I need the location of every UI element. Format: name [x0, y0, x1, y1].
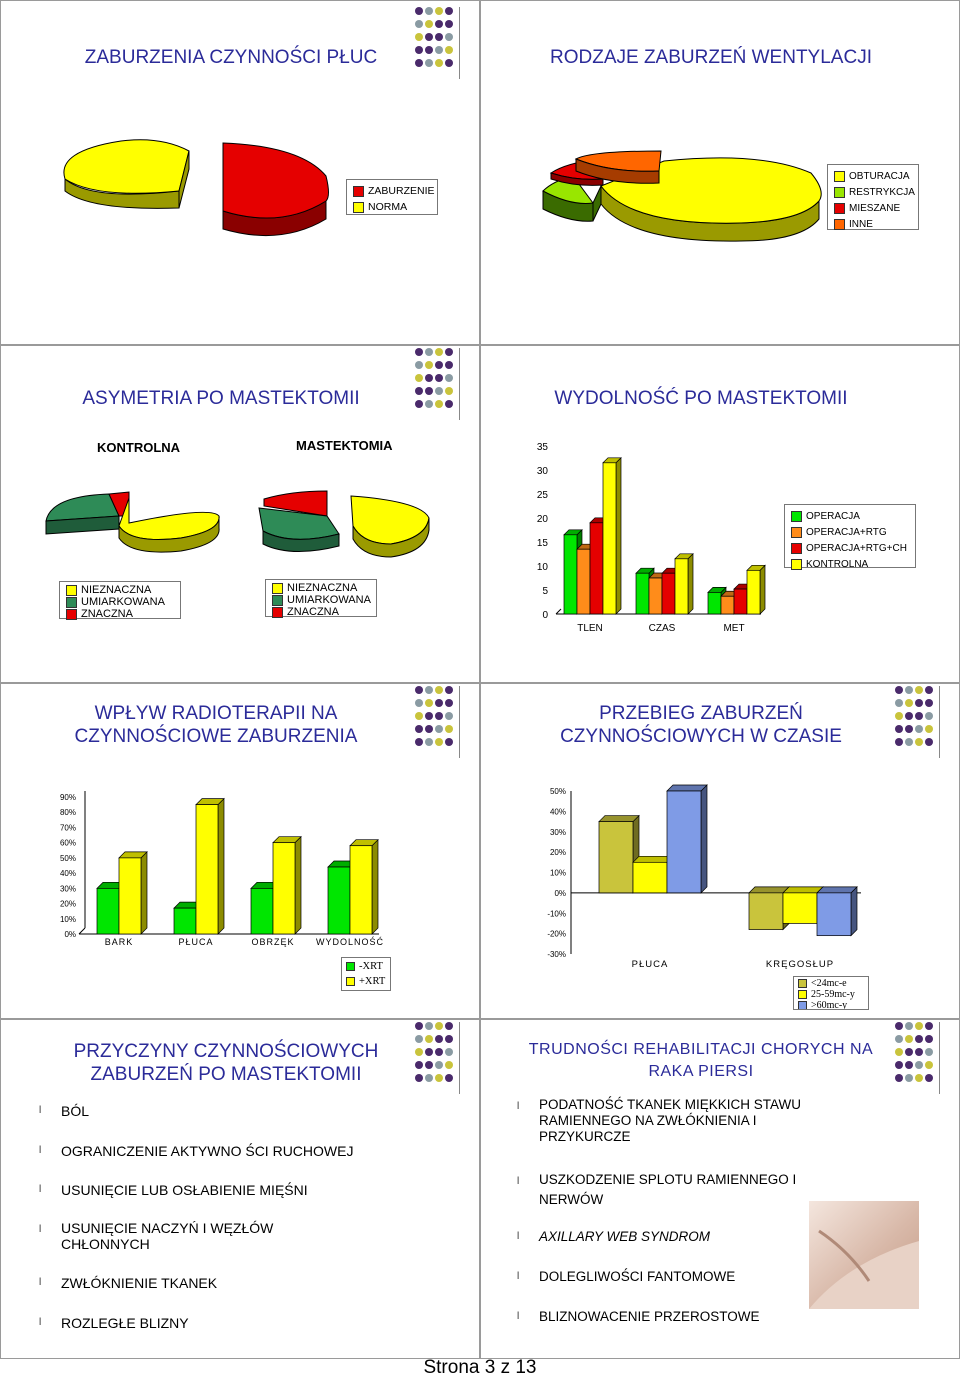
decorative-dots [895, 1022, 935, 1086]
x-tick-label: PŁUCA [631, 959, 669, 970]
decorative-dot [425, 738, 433, 746]
legend-label: NIEZNACZNA [287, 582, 358, 594]
decorative-dot [925, 1035, 933, 1043]
legend-swatch [791, 543, 802, 554]
chart-bar-side [851, 887, 857, 936]
decorative-dot [445, 1035, 453, 1043]
list-item-text: USUNIĘCIE LUB OSŁABIENIE MIĘŚNI [61, 1182, 308, 1198]
divider-line [459, 348, 460, 420]
chart-bar [603, 463, 616, 614]
x-tick-label: OBRZĘK [251, 937, 295, 947]
decorative-dot [905, 1061, 913, 1069]
decorative-dot [445, 20, 453, 28]
decorative-dot [925, 1048, 933, 1056]
decorative-dot [435, 738, 443, 746]
list-item-text: OGRANICZENIE AKTYWNO ŚCI RUCHOWEJ [61, 1143, 354, 1159]
bullet-icon: l [39, 1184, 42, 1195]
slide-2 [480, 0, 960, 345]
chart-bar [590, 523, 603, 614]
chart-bar [817, 893, 851, 936]
decorative-dot [895, 1048, 903, 1056]
list-item-text: PODATNOŚĆ TKANEK MIĘKKICH STAWU RAMIENNEGO NA ZWŁÓKNIENIA I PRZYKURCZE [539, 1097, 802, 1144]
chart-bar [662, 573, 675, 614]
decorative-dot [915, 1035, 923, 1043]
y-tick-label: 40% [549, 807, 566, 817]
bullet-icon: l [517, 1271, 520, 1282]
decorative-dot [925, 1022, 933, 1030]
slide-title: PRZEBIEG ZABURZEŃ CZYNNOŚCIOWYCH W CZASIE [560, 703, 842, 747]
decorative-dot [905, 1035, 913, 1043]
legend-label: <24mc-e [811, 978, 847, 989]
legend-label: OPERACJA [806, 510, 860, 522]
chart-bar-top [599, 816, 639, 822]
divider-line [459, 7, 460, 79]
decorative-dot [435, 699, 443, 707]
y-tick-label: 90% [59, 793, 76, 802]
decorative-dot [435, 686, 443, 694]
decorative-dot [415, 374, 423, 382]
legend-label: ZABURZENIE [368, 185, 435, 197]
decorative-dot [415, 46, 423, 54]
decorative-dot [425, 361, 433, 369]
decorative-dot [415, 1074, 423, 1082]
legend-swatch [798, 990, 807, 999]
decorative-dot [435, 7, 443, 15]
y-tick-label: 50% [59, 853, 76, 863]
y-tick-label: 30% [59, 884, 76, 894]
decorative-dot [415, 1022, 423, 1030]
chart-bar-top [783, 887, 823, 893]
y-tick-label: -30% [547, 950, 566, 959]
decorative-dot [895, 1061, 903, 1069]
legend-label: ZNACZNA [81, 608, 133, 620]
legend-swatch [66, 609, 77, 620]
legend-swatch [834, 219, 845, 230]
slide-3 [0, 345, 480, 683]
bullet-icon: l [517, 1101, 520, 1112]
y-tick-label: 10% [549, 868, 566, 878]
decorative-dots [415, 1022, 455, 1086]
decorative-dot [415, 348, 423, 356]
legend-label: MIESZANE [849, 202, 901, 214]
legend-kontrolna [59, 581, 181, 619]
divider-line [459, 1022, 460, 1094]
slide-title: ASYMETRIA PO MASTEKTOMII [82, 388, 360, 409]
decorative-dot [445, 712, 453, 720]
decorative-dot [415, 738, 423, 746]
bar-chart-timeline [481, 684, 960, 1020]
decorative-dot [425, 1048, 433, 1056]
decorative-dot [445, 59, 453, 67]
axilla-photo [809, 1201, 919, 1309]
decorative-dot [435, 1035, 443, 1043]
decorative-dot [415, 59, 423, 67]
list-item [517, 1229, 779, 1244]
decorative-dot [445, 725, 453, 733]
legend-label: OBTURACJA [849, 170, 910, 182]
decorative-dot [415, 400, 423, 408]
list-item [517, 1309, 839, 1324]
decorative-dot [445, 7, 453, 15]
decorative-dot [415, 7, 423, 15]
decorative-dot [915, 1048, 923, 1056]
bar-chart-radiotherapy [1, 684, 481, 1020]
decorative-dot [445, 374, 453, 382]
decorative-dot [925, 1061, 933, 1069]
legend-swatch [834, 203, 845, 214]
decorative-dot [415, 699, 423, 707]
decorative-dot [435, 46, 443, 54]
chart-bar [251, 888, 273, 934]
decorative-dot [435, 374, 443, 382]
decorative-dot [435, 725, 443, 733]
chart-label-mastektomia: MASTEKTOMIA [296, 438, 393, 453]
y-tick-label: 0 [542, 610, 548, 621]
chart-bar [328, 867, 350, 934]
decorative-dot [415, 725, 423, 733]
slide-4 [480, 345, 960, 683]
list-item [39, 1275, 421, 1291]
legend-swatch [834, 171, 845, 182]
chart-bar [667, 791, 701, 893]
legend-label: OPERACJA+RTG+CH [806, 542, 907, 554]
legend-swatch [66, 597, 77, 608]
list-item-text: ROZLEGŁE BLIZNY [61, 1315, 189, 1331]
decorative-dot [425, 33, 433, 41]
list-item-text: BÓL [61, 1103, 90, 1119]
decorative-dot [425, 59, 433, 67]
list-item-text: DOLEGLIWOŚCI FANTOMOWE [539, 1269, 736, 1284]
decorative-dot [425, 46, 433, 54]
decorative-dot [435, 20, 443, 28]
decorative-dot [445, 400, 453, 408]
pie-charts-asymmetry [1, 346, 481, 684]
y-tick-label: 35 [536, 442, 548, 453]
legend [346, 179, 438, 215]
x-tick-label: BARK [104, 937, 134, 947]
legend [793, 976, 869, 1010]
legend-label: UMIARKOWANA [81, 596, 165, 608]
decorative-dot [445, 1048, 453, 1056]
y-tick-label: 80% [59, 808, 76, 818]
decorative-dot [445, 33, 453, 41]
bullet-icon: l [39, 1105, 42, 1116]
y-tick-label: 40% [59, 869, 76, 879]
decorative-dot [415, 712, 423, 720]
legend-label: 25-59mc-y [811, 989, 855, 1000]
x-tick-label: TLEN [577, 623, 603, 634]
y-tick-label: -20% [547, 929, 566, 939]
decorative-dot [445, 699, 453, 707]
decorative-dot [435, 400, 443, 408]
chart-bar [708, 592, 721, 614]
decorative-dot [415, 686, 423, 694]
decorative-dot [445, 348, 453, 356]
y-tick-label: -10% [547, 909, 566, 919]
chart-bar [196, 805, 218, 934]
decorative-dot [425, 725, 433, 733]
chart-bar-top [749, 887, 789, 893]
legend-mastektomia [265, 579, 377, 617]
legend-label: NIEZNACZNA [81, 584, 152, 596]
decorative-dot [415, 361, 423, 369]
chart-bar [273, 843, 295, 934]
legend [341, 957, 391, 991]
legend-swatch [791, 527, 802, 538]
list-item [39, 1103, 421, 1119]
y-tick-label: 70% [59, 823, 76, 833]
bullet-icon: l [39, 1277, 42, 1288]
legend-swatch [66, 585, 77, 596]
bullet-icon: l [39, 1224, 42, 1235]
list-item [517, 1170, 839, 1210]
decorative-dot [445, 738, 453, 746]
decorative-dots [415, 686, 455, 750]
chart-bar [675, 559, 688, 614]
list-item-text: AXILLARY WEB SYNDROM [539, 1229, 711, 1244]
decorative-dot [435, 387, 443, 395]
list-item-text: ZWŁÓKNIENIE TKANEK [61, 1275, 218, 1291]
bullet-icon: l [517, 1231, 520, 1242]
legend-swatch [353, 202, 364, 213]
decorative-dot [895, 1035, 903, 1043]
slide-title: RODZAJE ZABURZEŃ WENTYLACJI [550, 47, 872, 68]
x-tick-label: WYDOLNOŚĆ [315, 937, 385, 947]
chart-bar-side [616, 458, 621, 614]
chart-bar [633, 862, 667, 893]
legend-swatch [834, 187, 845, 198]
legend-label: +XRT [359, 976, 386, 987]
slide-6 [480, 683, 960, 1019]
page-footer: Strona 3 z 13 [423, 1357, 537, 1378]
decorative-dot [435, 1022, 443, 1030]
decorative-dot [425, 1035, 433, 1043]
y-tick-label: 10% [59, 914, 76, 924]
pie-slice-norma [64, 140, 189, 194]
chart-bar [97, 888, 119, 934]
legend-label: -XRT [359, 961, 383, 972]
pie-slice-zaburzenie [223, 143, 329, 218]
decorative-dot [915, 1074, 923, 1082]
y-tick-label: 60% [59, 838, 76, 848]
chart-bar-side [372, 840, 378, 934]
decorative-dot [425, 348, 433, 356]
decorative-dot [425, 1061, 433, 1069]
decorative-dot [435, 712, 443, 720]
bullet-icon: l [517, 1311, 520, 1322]
list-item [517, 1097, 839, 1145]
decorative-dot [415, 1061, 423, 1069]
chart-bar [749, 893, 783, 930]
decorative-dot [905, 1048, 913, 1056]
floor-line [79, 928, 85, 934]
y-tick-label: 30% [549, 827, 566, 837]
decorative-dot [425, 374, 433, 382]
chart-label-kontrolna: KONTROLNA [97, 440, 181, 455]
legend-swatch [353, 186, 364, 197]
y-tick-label: 0% [554, 888, 566, 898]
x-tick-label: PŁUCA [178, 937, 214, 947]
decorative-dot [895, 1074, 903, 1082]
decorative-dot [415, 20, 423, 28]
chart-bar-side [760, 565, 765, 614]
chart-bar [350, 846, 372, 934]
x-tick-label: MET [723, 623, 745, 634]
chart-bar [577, 549, 590, 614]
decorative-dot [435, 348, 443, 356]
y-tick-label: 50% [549, 787, 566, 796]
x-tick-label: CZAS [648, 623, 676, 634]
legend [827, 164, 919, 230]
decorative-dot [445, 361, 453, 369]
chart-bar-top [667, 785, 707, 791]
bullet-icon: l [39, 1145, 42, 1156]
decorative-dots [415, 7, 455, 71]
decorative-dot [415, 1035, 423, 1043]
decorative-dot [445, 1022, 453, 1030]
legend-label: INNE [849, 218, 873, 230]
list-item [39, 1182, 421, 1198]
decorative-dot [425, 699, 433, 707]
decorative-dot [425, 1022, 433, 1030]
decorative-dot [425, 387, 433, 395]
decorative-dot [915, 1022, 923, 1030]
decorative-dot [445, 1061, 453, 1069]
decorative-dots [415, 348, 455, 412]
decorative-dot [905, 1074, 913, 1082]
decorative-dot [425, 686, 433, 694]
decorative-dot [425, 712, 433, 720]
list-item [39, 1143, 421, 1159]
decorative-dot [445, 686, 453, 694]
legend-label: UMIARKOWANA [287, 594, 371, 606]
chart-bar [734, 589, 747, 614]
slide-1 [0, 0, 480, 345]
decorative-dot [425, 1074, 433, 1082]
y-tick-label: 20% [549, 848, 566, 858]
list-item [39, 1315, 421, 1331]
decorative-dot [435, 1061, 443, 1069]
slide-7 [0, 1019, 480, 1359]
decorative-dot [445, 387, 453, 395]
chart-bar-side [141, 852, 147, 934]
decorative-dot [425, 7, 433, 15]
decorative-dot [435, 1048, 443, 1056]
decorative-dot [435, 33, 443, 41]
decorative-dot [925, 1074, 933, 1082]
chart-bar [119, 858, 141, 934]
decorative-dot [445, 46, 453, 54]
slide-8 [480, 1019, 960, 1359]
chart-bar [721, 596, 734, 614]
legend-swatch [346, 962, 355, 971]
chart-bar [174, 908, 196, 934]
legend-label: >60mc-y [811, 1000, 848, 1010]
list-item-text: BLIZNOWACENIE PRZEROSTOWE [539, 1309, 760, 1324]
legend-label: ZNACZNA [287, 606, 339, 618]
divider-line [939, 1022, 940, 1094]
slide-title: WYDOLNOŚĆ PO MASTEKTOMII [554, 388, 848, 409]
y-tick-label: 30 [536, 466, 548, 477]
y-tick-label: 20% [59, 899, 76, 909]
decorative-dot [415, 387, 423, 395]
chart-bar [747, 570, 760, 614]
decorative-dot [415, 33, 423, 41]
decorative-dot [415, 1048, 423, 1056]
decorative-dot [435, 361, 443, 369]
slide-title: TRUDNOŚCI REHABILITACJI CHORYCH NA RAKA PIERSI [528, 1041, 874, 1080]
slide-title: PRZYCZYNY CZYNNOŚCIOWYCH ZABURZEŃ PO MASTEKTOMII [73, 1041, 379, 1085]
chart-bar-side [688, 554, 693, 614]
legend-swatch [791, 511, 802, 522]
chart-bar [564, 535, 577, 614]
y-tick-label: 10 [536, 562, 548, 573]
legend-swatch [272, 583, 283, 594]
chart-bar-side [295, 837, 301, 934]
chart-bar [599, 822, 633, 893]
y-tick-label: 5 [542, 586, 548, 597]
pie-chart-lung-disorders [1, 1, 481, 346]
chart-bar [649, 578, 662, 614]
list-item-text: USUNIĘCIE NACZYŃ I WĘZŁÓW CHŁONNYCH [61, 1220, 274, 1252]
chart-bar [636, 573, 649, 614]
x-tick-label: KRĘGOSŁUP [765, 959, 835, 970]
decorative-dot [905, 1022, 913, 1030]
decorative-dot [425, 400, 433, 408]
legend-label: OPERACJA+RTG [806, 526, 887, 538]
legend-swatch [798, 1001, 807, 1010]
slide-title: ZABURZENIA CZYNNOŚCI PŁUC [84, 47, 378, 68]
legend-label: RESTRYKCJA [849, 186, 915, 198]
floor-line [556, 609, 561, 614]
legend-label: NORMA [368, 201, 408, 213]
decorative-dot [445, 1074, 453, 1082]
slide-title: WPŁYW RADIOTERAPII NA CZYNNOŚCIOWE ZABURZENIA [74, 703, 358, 747]
decorative-dot [435, 59, 443, 67]
legend-swatch [272, 595, 283, 606]
y-tick-label: 25 [536, 490, 548, 501]
decorative-dot [435, 1074, 443, 1082]
y-tick-label: 15 [536, 538, 548, 549]
y-tick-label: 20 [536, 514, 548, 525]
slide-5 [0, 683, 480, 1019]
chart-bar [783, 893, 817, 924]
bullet-icon: l [517, 1176, 520, 1187]
legend-swatch [346, 977, 355, 986]
chart-bar-top [817, 887, 857, 893]
list-item [517, 1269, 799, 1284]
legend [784, 504, 916, 568]
chart-bar-side [701, 785, 707, 893]
legend-swatch [791, 559, 802, 570]
legend-label: KONTROLNA [806, 558, 869, 570]
decorative-dot [895, 1022, 903, 1030]
list-item [39, 1220, 321, 1252]
legend-swatch [272, 607, 283, 618]
list-item-text: USZKODZENIE SPLOTU RAMIENNEGO I NERWÓW [539, 1172, 797, 1207]
decorative-dot [915, 1061, 923, 1069]
bullet-icon: l [39, 1317, 42, 1328]
decorative-dot [425, 20, 433, 28]
legend-swatch [798, 979, 807, 988]
chart-bar-side [218, 799, 224, 934]
divider-line [459, 686, 460, 758]
y-tick-label: 0% [64, 930, 76, 939]
